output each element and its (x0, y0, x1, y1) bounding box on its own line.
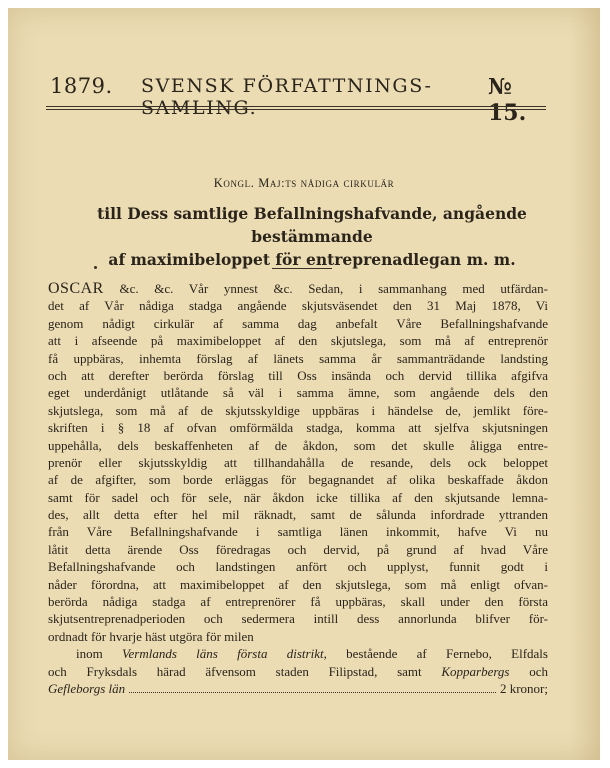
district-name: Vermlands läns första distrikt (122, 646, 324, 662)
body-line: berörda nådiga stadga af entreprenörer få uppbäras, skall under den första (48, 594, 548, 610)
body-line: få uppbäras, inhemta förslag af länets samma år sammanträdande landsting (48, 350, 548, 366)
running-header (46, 70, 546, 126)
body-line-och: och Fryksdals härad äfvensom staden Filipstad, samt Kopparbergs och (48, 663, 548, 679)
county-name-gefleborg: Gefleborgs län (48, 680, 126, 696)
body-line: Befallningshafvande och landstingen anfört och upplyst, funnit godt i (48, 559, 548, 575)
stray-dot (94, 266, 97, 269)
body-line: genom nådigt cirkulär af samma dag anbefalt Våre Befallningshafvande (48, 315, 548, 331)
body-line: skjutslega, som må af de skjutsskyldige uppbäras i händelse de, jemlikt före- (48, 402, 548, 418)
body-line: ordnadt för hvarje häst utgöra för milen (48, 628, 254, 644)
body-line-amount (48, 680, 548, 697)
leader-dots (129, 680, 496, 693)
header-rule-thin (46, 109, 546, 110)
body-first-word: OSCAR (48, 280, 104, 297)
header-number: № 15. (488, 74, 527, 126)
amount-value: 2 kronor; (499, 680, 548, 696)
heading-line-1: till Dess samtlige Befallningshafvande, angående bestämmande (97, 204, 527, 246)
section-separator (272, 268, 332, 269)
body-text (48, 280, 548, 697)
body-line: OSCAR &c. &c. Vår ynnest &c. Sedan, i sammanhang med utfärdan- (48, 280, 548, 297)
body-line: låtit detta ärende Oss föredragas och dervid, på grund af hvad Våre (48, 541, 548, 557)
body-line-inom: inom Vermlands läns första distrikt, bestående af Fernebo, Elfdals (76, 646, 548, 662)
document-heading (52, 202, 572, 271)
header-title: SVENSK FÖRFATTNINGS-SAMLING. (141, 75, 433, 119)
body-line: af de afgifter, som borde erläggas för begagnandet af olika beskaffade åkdon (48, 472, 548, 488)
circular-subtitle: Kongl. Maj:ts nådiga cirkulär (213, 176, 395, 190)
body-line: och att derefter berörda förslag till Oss insända och dervid tillika afgifva (48, 367, 548, 383)
body-line: skjutsentreprenadperioden och sedermera intill dess annorlunda blifver för- (48, 611, 548, 627)
body-line: skriften i § 18 af ofvan omförmälda stadga, komma att sjelfva skjutsningen (48, 420, 548, 436)
document-page (8, 8, 600, 760)
body-line: eget underdånigt utlåtande så väl i samma ämne, som angående dels den (48, 385, 548, 401)
heading-line-2: af maximibeloppet för entreprenadlegan m. m. (108, 250, 516, 269)
body-line: från Våre Befallningshafvande i samtliga länen inkommit, hafve Vi nu (48, 524, 548, 540)
body-line: samt för sadel och för sele, när åkdon icke tillika af den skjutsande lemna- (48, 489, 548, 505)
body-line: att i afseende på maximibeloppet af den skjutslega, som må af entreprenör (48, 333, 548, 349)
county-name: Kopparbergs (441, 663, 510, 679)
header-rule (46, 106, 546, 107)
body-line: prenör eller skjutsskyldig att tillhandahålla de resande, dels ock beloppet (48, 454, 548, 470)
body-line: des, allt detta efter hel mil räknadt, samt de sålunda infordrade yttranden (48, 507, 548, 523)
paper-edge-shading (570, 8, 600, 760)
header-year: 1879. (50, 74, 113, 98)
body-line: nåder förordna, att maximibeloppet af den skjutslega, som må enligt ofvan- (48, 576, 548, 592)
body-line: uppehålla, dels beskaffenheten af de åkdon, som det skulle åligga entre- (48, 437, 548, 453)
body-line: det af Vår nådiga stadga angående skjutsväsendet den 31 Maj 1878, Vi (48, 298, 548, 314)
